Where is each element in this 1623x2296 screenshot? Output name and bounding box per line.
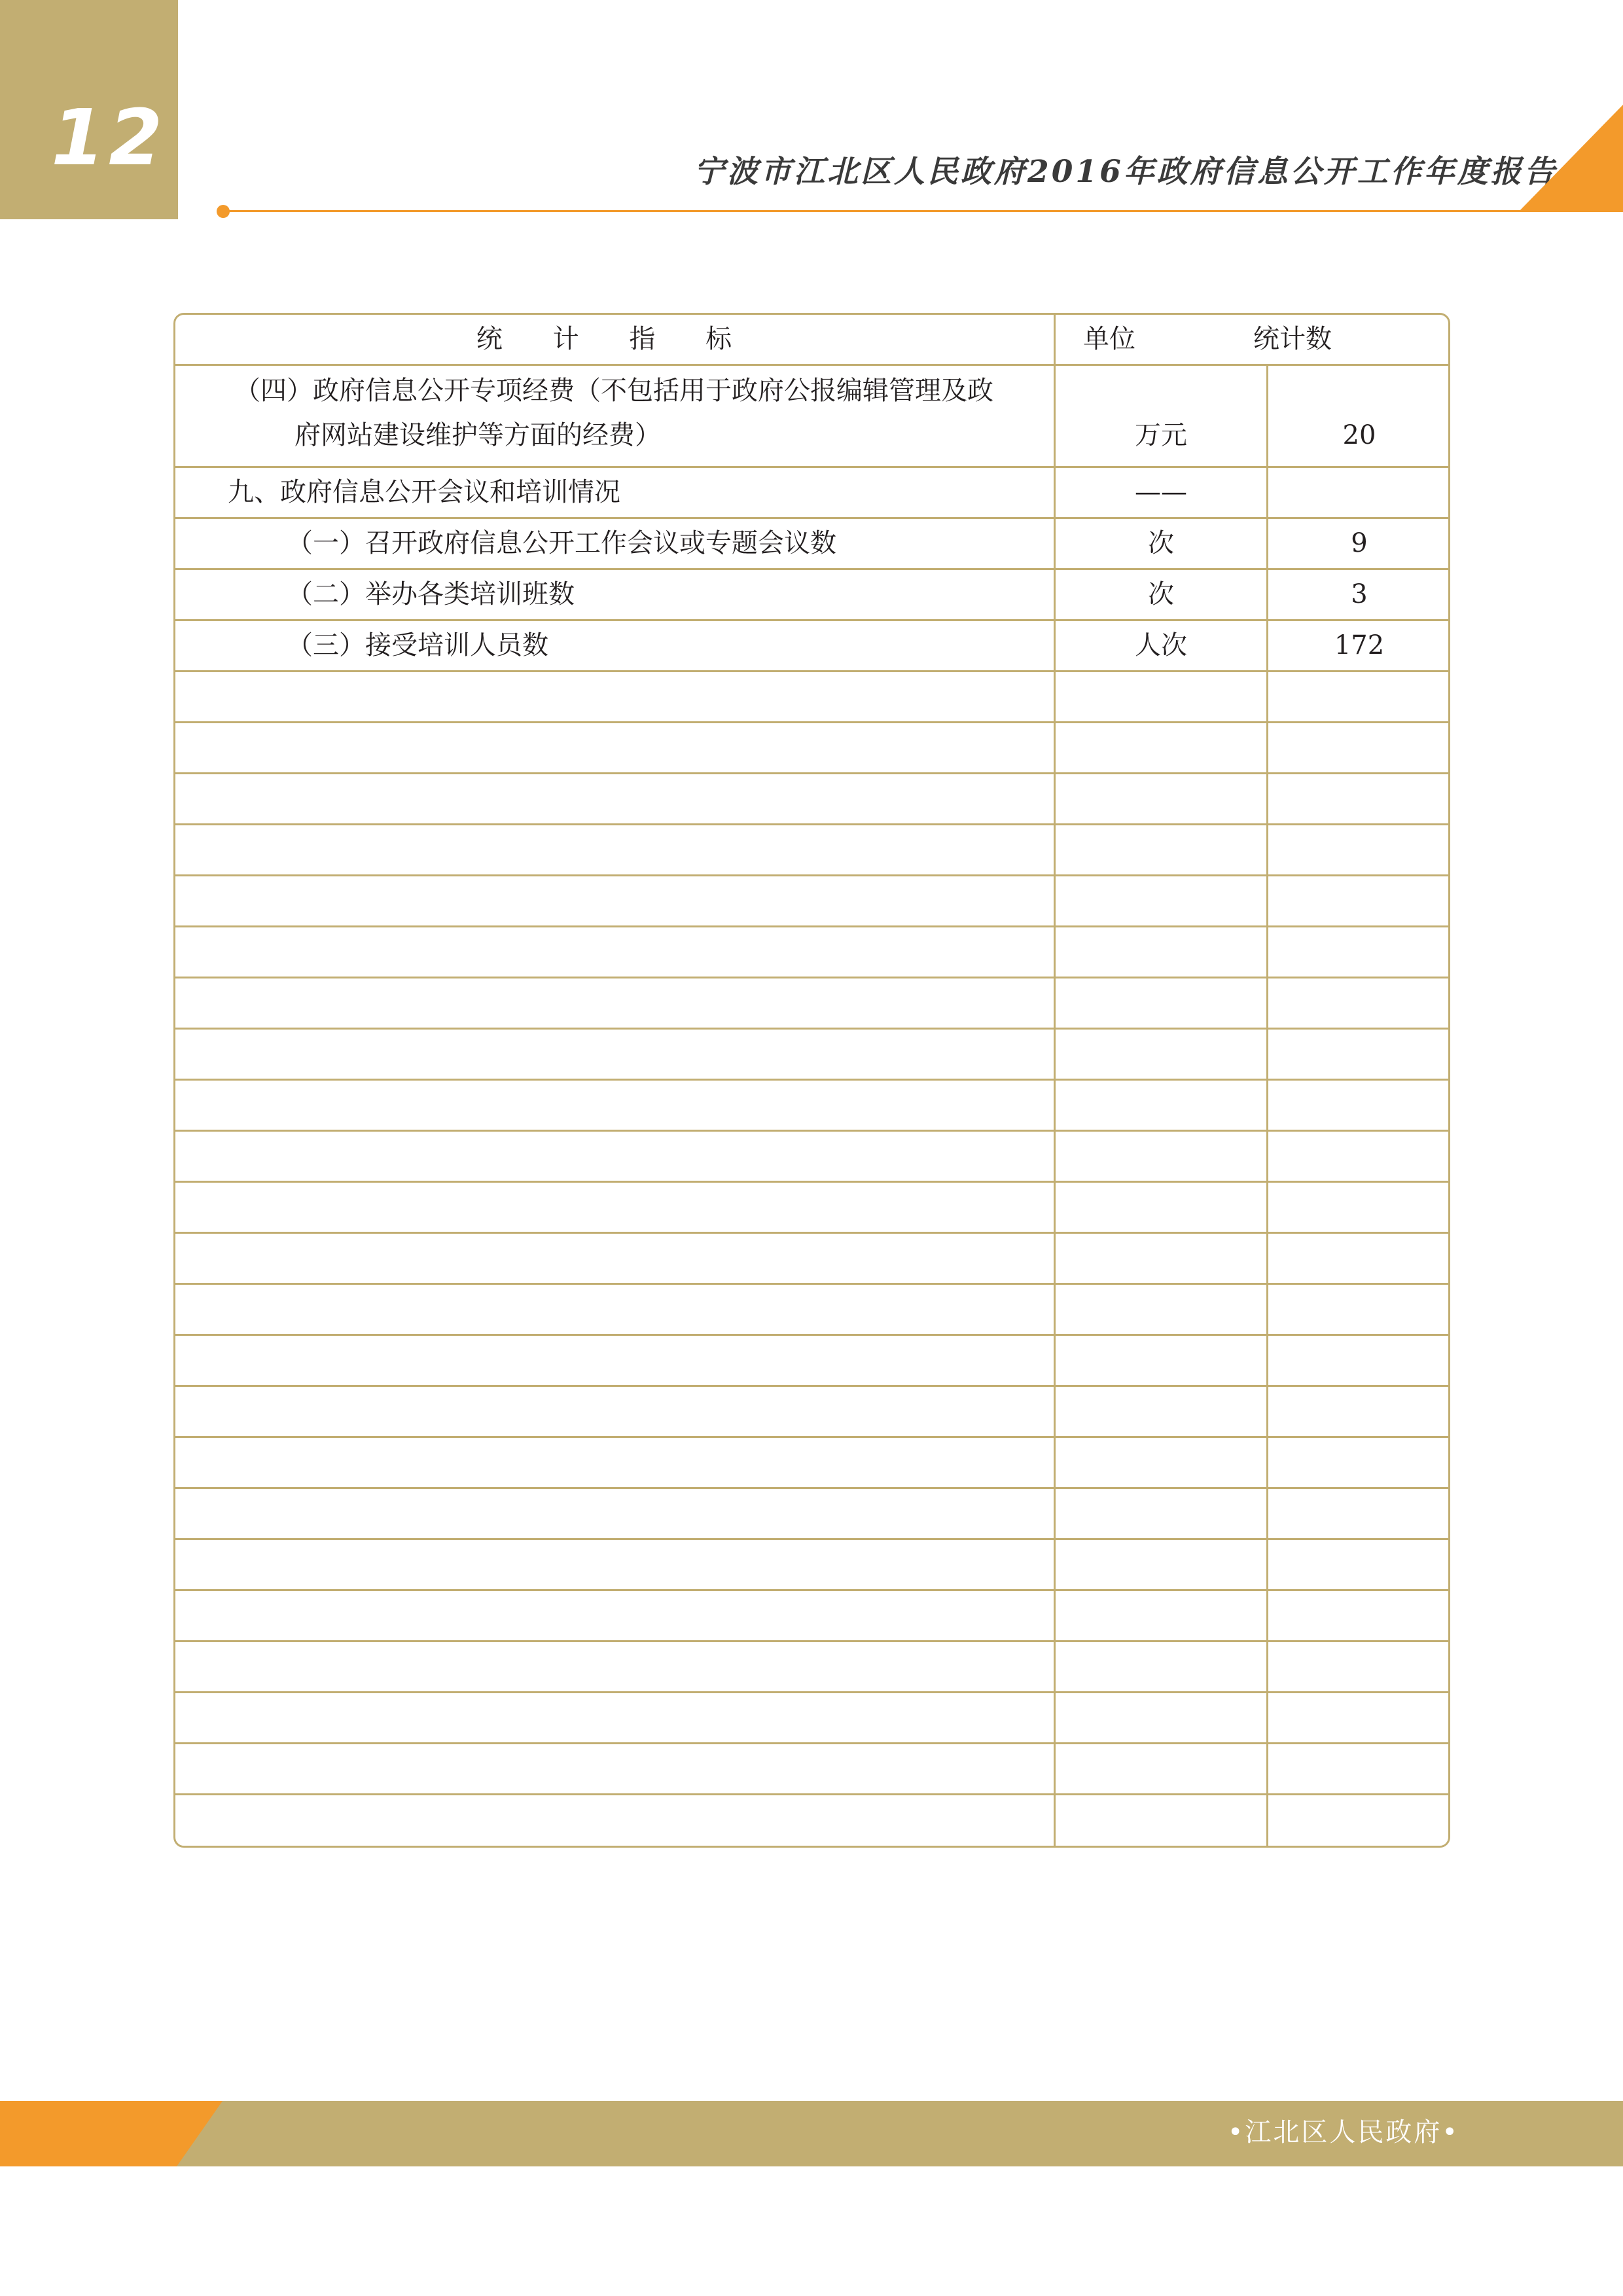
footer-organization: •江北区人民政府• xyxy=(1227,2117,1459,2147)
unit-cell: 万元 xyxy=(1135,420,1187,450)
empty-table-row xyxy=(175,1081,1448,1132)
empty-table-row xyxy=(175,1693,1448,1744)
header-corner-triangle xyxy=(1518,105,1623,212)
indicator-line-1: （四）政府信息公开专项经费（不包括用于政府公报编辑管理及政 xyxy=(234,376,993,406)
value-cell: 9 xyxy=(1351,528,1368,558)
page-number-block xyxy=(0,0,178,219)
empty-table-row xyxy=(175,1132,1448,1183)
empty-table-row xyxy=(175,1795,1448,1846)
indicator-cell: （一）召开政府信息公开工作会议或专题会议数 xyxy=(287,528,836,558)
header-rule xyxy=(223,210,1528,212)
indicator-cell: （二）举办各类培训班数 xyxy=(287,579,575,609)
unit-cell: —— xyxy=(1135,477,1187,507)
table-row xyxy=(175,366,1448,468)
empty-table-row xyxy=(175,927,1448,978)
empty-table-row xyxy=(175,1030,1448,1081)
table-header-row xyxy=(175,315,1448,366)
empty-table-row xyxy=(175,1285,1448,1336)
value-cell: 172 xyxy=(1334,630,1385,660)
header-unit: 单位 xyxy=(1083,324,1135,354)
empty-table-row xyxy=(175,825,1448,876)
empty-table-row xyxy=(175,774,1448,825)
empty-table-row xyxy=(175,876,1448,927)
empty-table-row xyxy=(175,1591,1448,1642)
value-cell: 3 xyxy=(1351,579,1368,609)
empty-table-row xyxy=(175,1183,1448,1234)
empty-table-row xyxy=(175,1438,1448,1489)
table-row xyxy=(175,519,1448,570)
empty-table-row xyxy=(175,1489,1448,1540)
empty-table-row xyxy=(175,1387,1448,1438)
table-row xyxy=(175,570,1448,621)
empty-table-row xyxy=(175,1744,1448,1795)
indicator-cell: （三）接受培训人员数 xyxy=(287,630,548,660)
empty-table-row xyxy=(175,978,1448,1030)
indicator-cell: 九、政府信息公开会议和培训情况 xyxy=(228,477,620,507)
statistics-table xyxy=(173,313,1450,1848)
unit-cell: 人次 xyxy=(1135,630,1187,660)
indicator-line-2: 府网站建设维护等方面的经费） xyxy=(294,420,661,450)
empty-table-row xyxy=(175,1642,1448,1693)
unit-cell: 次 xyxy=(1148,579,1174,609)
empty-table-row xyxy=(175,1540,1448,1591)
table-row xyxy=(175,468,1448,519)
report-title: 宁波市江北区人民政府2016年政府信息公开工作年度报告 xyxy=(694,154,1558,190)
empty-table-row xyxy=(175,1336,1448,1387)
empty-table-row xyxy=(175,1234,1448,1285)
unit-cell: 次 xyxy=(1148,528,1174,558)
empty-table-row xyxy=(175,672,1448,723)
empty-table-row xyxy=(175,723,1448,774)
page-number: 12 xyxy=(51,92,167,183)
table-row xyxy=(175,621,1448,672)
header-count: 统计数 xyxy=(1253,315,1336,364)
header-indicator: 统 计 指 标 xyxy=(476,324,753,354)
value-cell: 20 xyxy=(1342,420,1376,450)
